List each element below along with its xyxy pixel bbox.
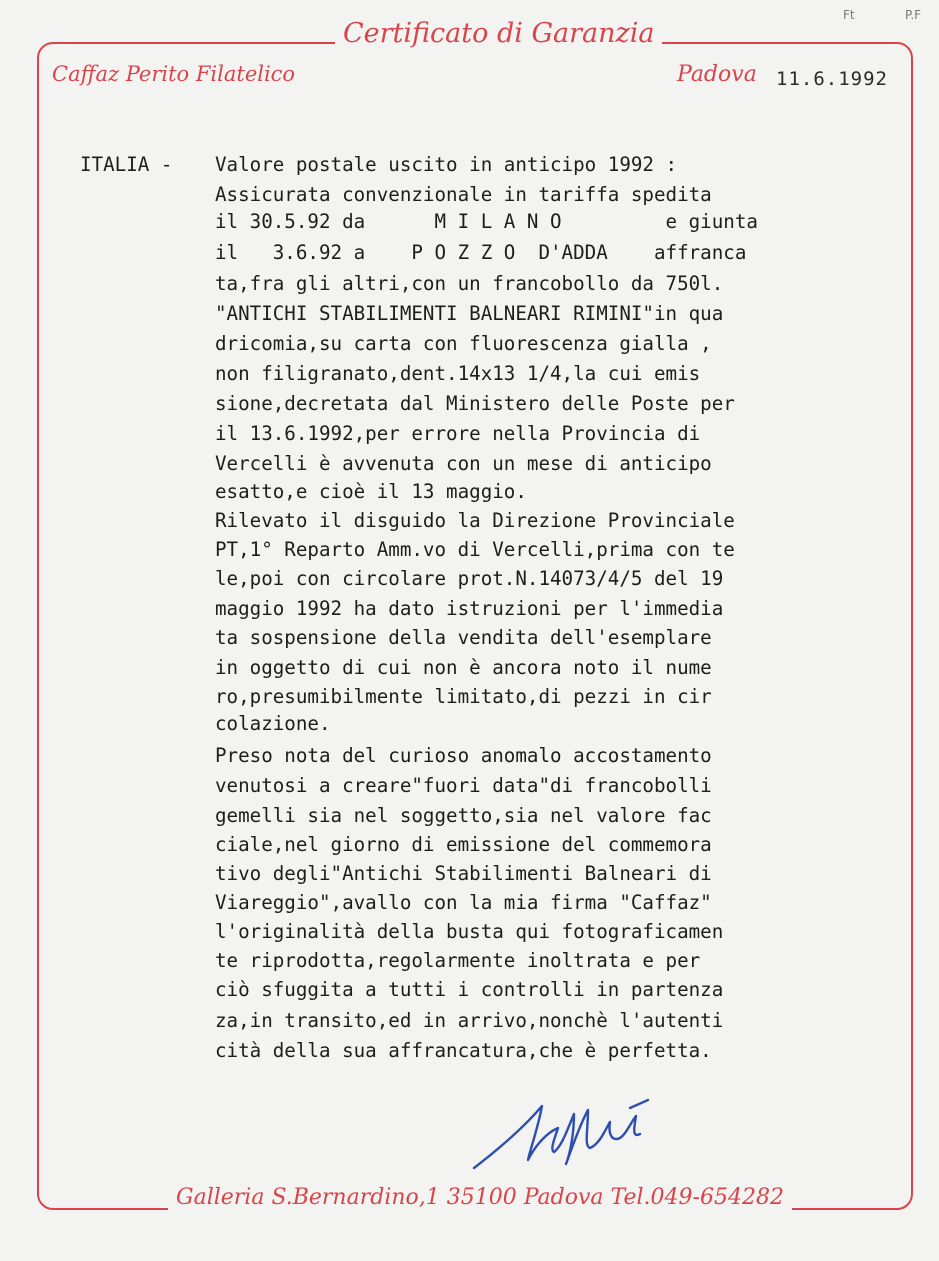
footer-address: Galleria S.Bernardino,1 35100 Padova Tel.049-654282 bbox=[168, 1185, 792, 1210]
certificate-date: 11.6.1992 bbox=[776, 68, 888, 90]
body-line: venutosi a creare"fuori data"di francobolli bbox=[215, 774, 712, 797]
corner-mark-left: Ft bbox=[843, 8, 855, 22]
body-line: dricomia,su carta con fluorescenza gialla , bbox=[215, 332, 712, 355]
signature bbox=[470, 1088, 660, 1173]
body-line: in oggetto di cui non è ancora noto il nume bbox=[215, 656, 712, 679]
body-line: za,in transito,ed in arrivo,nonchè l'autenti bbox=[215, 1009, 724, 1032]
body-line: Assicurata convenzionale in tariffa spedita bbox=[215, 183, 712, 206]
body-line: maggio 1992 ha dato istruzioni per l'immedia bbox=[215, 597, 724, 620]
body-line: ta,fra gli altri,con un francobollo da 750l. bbox=[215, 272, 724, 295]
body-line: Rilevato il disguido la Direzione Provinciale bbox=[215, 509, 735, 532]
body-line: Valore postale uscito in anticipo 1992 : bbox=[215, 153, 678, 176]
body-line: esatto,e cioè il 13 maggio. bbox=[215, 480, 527, 503]
corner-mark-right: P.F bbox=[905, 8, 922, 22]
body-line: Vercelli è avvenuta con un mese di anticipo bbox=[215, 452, 712, 475]
body-line: colazione. bbox=[215, 712, 331, 735]
body-line: il 3.6.92 a P O Z Z O D'ADDA affranca bbox=[215, 241, 747, 264]
expert-name: Caffaz Perito Filatelico bbox=[52, 62, 296, 86]
body-line: Viareggio",avallo con la mia firma "Caffaz" bbox=[215, 891, 712, 914]
body-line: ciale,nel giorno di emissione del commemora bbox=[215, 833, 712, 856]
body-line: te riprodotta,regolarmente inoltrata e per bbox=[215, 949, 701, 972]
body-line: l'originalità della busta qui fotograficamen bbox=[215, 920, 724, 943]
body-line: ta sospensione della vendita dell'esemplare bbox=[215, 626, 712, 649]
body-line: Preso nota del curioso anomalo accostamento bbox=[215, 744, 712, 767]
body-line: le,poi con circolare prot.N.14073/4/5 del 19 bbox=[215, 567, 724, 590]
certificate-title: Certificato di Garanzia bbox=[335, 18, 662, 49]
body-line: sione,decretata dal Ministero delle Poste per bbox=[215, 392, 735, 415]
body-line: PT,1° Reparto Amm.vo di Vercelli,prima con te bbox=[215, 538, 735, 561]
body-line: ro,presumibilmente limitato,di pezzi in cir bbox=[215, 685, 712, 708]
country-label: ITALIA - bbox=[80, 153, 173, 176]
body-line: "ANTICHI STABILIMENTI BALNEARI RIMINI"in qua bbox=[215, 302, 724, 325]
body-line: cità della sua affrancatura,che è perfetta. bbox=[215, 1039, 712, 1062]
body-line: gemelli sia nel soggetto,sia nel valore fac bbox=[215, 804, 712, 827]
header-city: Padova bbox=[677, 62, 757, 87]
body-line: tivo degli"Antichi Stabilimenti Balneari di bbox=[215, 862, 712, 885]
body-line: ciò sfuggita a tutti i controlli in partenza bbox=[215, 978, 724, 1001]
body-line: il 13.6.1992,per errore nella Provincia di bbox=[215, 422, 701, 445]
body-line: non filigranato,dent.14x13 1/4,la cui emis bbox=[215, 362, 701, 385]
body-line: il 30.5.92 da M I L A N O e giunta bbox=[215, 210, 758, 233]
